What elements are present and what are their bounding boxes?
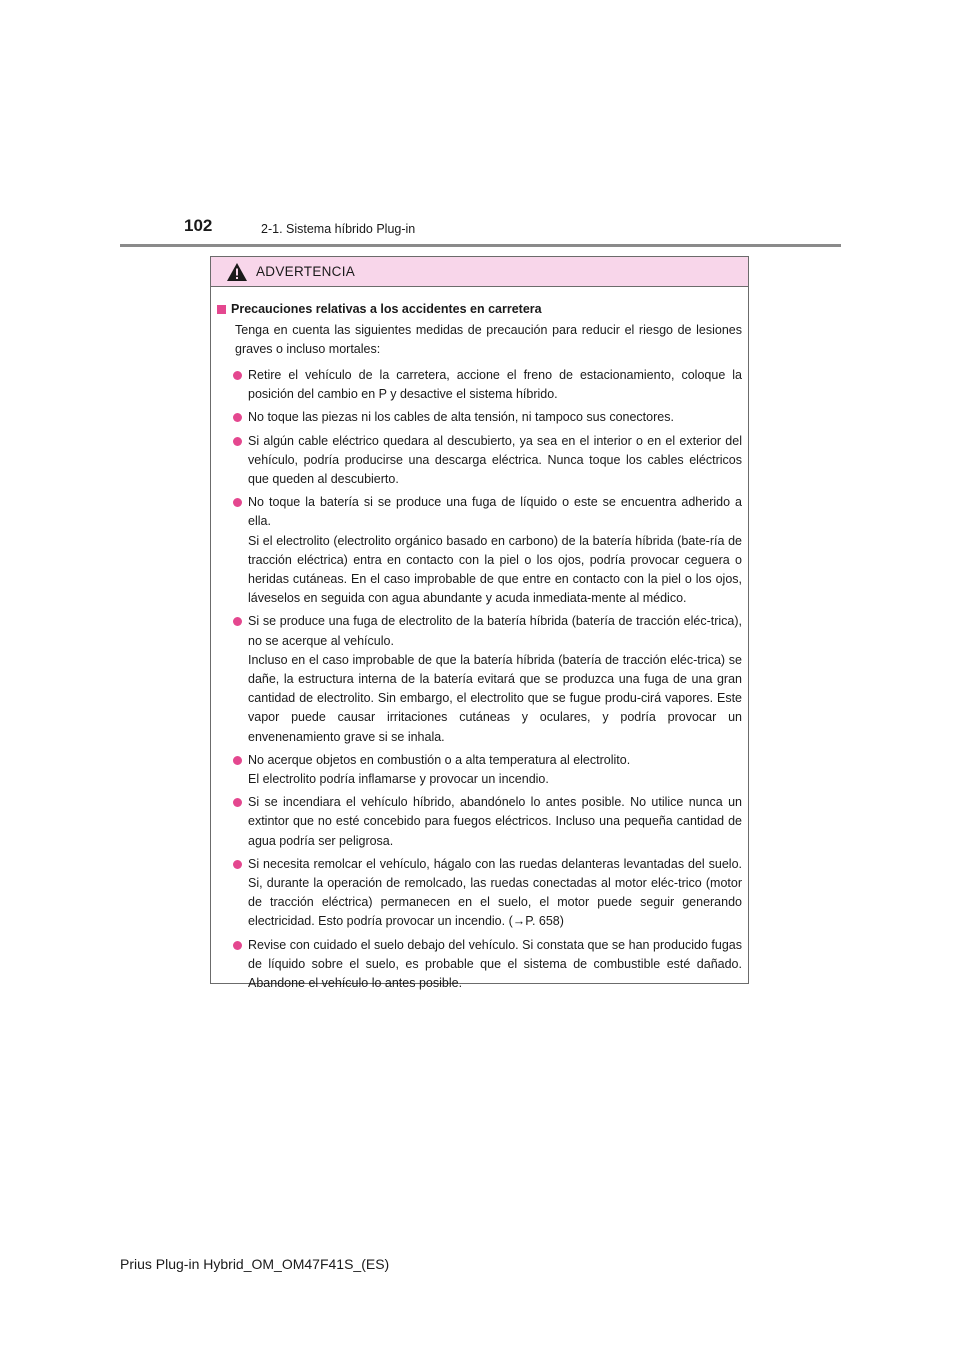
bullet-paragraph: Retire el vehículo de la carretera, accione el freno de estacionamiento, coloque la posición del cambio en P y desactive el sistema híbrido.: [248, 368, 742, 402]
topic-heading: [217, 300, 742, 318]
bullet-dot-icon: [233, 498, 242, 507]
bullet-dot-icon: [233, 413, 242, 422]
bullet-paragraph: Si se incendiara el vehículo híbrido, abandónelo lo antes posible. No utilice nunca un extintor que no esté concebido para fuegos eléctricos. Incluso una pequeña cantidad de agua podría ser peligrosa.: [248, 795, 742, 848]
bullet-dot-icon: [233, 756, 242, 765]
list-item: [217, 408, 742, 427]
square-bullet-icon: [217, 305, 226, 314]
list-item: [217, 936, 742, 994]
bullet-paragraph: No acerque objetos en combustión o a alta temperatura al electrolito.: [248, 752, 631, 767]
bullet-paragraph: Incluso en el caso improbable de que la batería híbrida (batería de tracción eléc-trica) se dañe, la estructura interna de la batería evitará que se produzca una fuga de una gran cantidad de electrolito. Sin embargo, el electrolito que se fugue produ-cirá vapores. Este vapor puede causar irritaciones cutáneas y oculares, y podría provocar un envenenamiento grave si se inhala.: [248, 652, 742, 744]
bullet-dot-icon: [233, 617, 242, 626]
bullet-paragraph: No toque la batería si se produce una fuga de líquido o este se encuentra adherido a ella.: [248, 495, 742, 529]
bullet-paragraph: Si el electrolito (electrolito orgánico basado en carbono) de la batería híbrida (bate-ría de tracción eléctrica) entra en contacto con la piel o los ojos, podría provocar ceguera o heridas cutáneas. En el caso improbable de que entre en contacto con la piel o los ojos, láveselos en seguida con agua abundante y acuda inmediata-mente al médico.: [248, 533, 742, 606]
list-item: [217, 793, 742, 851]
page-number: 102: [184, 216, 213, 235]
warning-header: [211, 257, 748, 287]
bullet-dot-icon: [233, 941, 242, 950]
list-item: [217, 751, 742, 789]
bullet-paragraph: No toque las piezas ni los cables de alta tensión, ni tampoco sus conectores.: [248, 410, 674, 425]
header-divider: [120, 244, 841, 247]
warning-triangle-icon: [226, 262, 248, 282]
list-item: [217, 855, 742, 932]
warning-body: [211, 287, 748, 993]
list-item: [217, 612, 742, 746]
list-item: [217, 493, 742, 608]
bullet-paragraph: El electrolito podría inflamarse y provocar un incendio.: [248, 772, 549, 787]
list-item: [217, 366, 742, 404]
bullet-paragraph: Si algún cable eléctrico quedara al descubierto, ya sea en el interior o en el exterior del vehículo, podría producirse una descarga eléctrica. Nunca toque los cables eléctricos que queden al descubierto.: [248, 433, 742, 487]
bullet-paragraph: Si necesita remolcar el vehículo, hágalo con las ruedas delanteras levantadas del suelo. Si, durante la operación de remolcado, las ruedas conectadas al motor eléc-trico (motor de tracción eléctrica) permanecen en el suelo, el motor puede seguir generando electricidad. Esto podría provocar un incendio. (→P. 658): [248, 856, 742, 929]
warning-label: ADVERTENCIA: [256, 264, 356, 279]
warning-box: [210, 256, 749, 991]
bullet-paragraph: Revise con cuidado el suelo debajo del vehículo. Si constata que se han producido fugas de líquido sobre el suelo, es probable que el sistema de combustible esté dañado. Abandone el vehículo lo antes posible.: [248, 937, 742, 991]
list-item: [217, 432, 742, 490]
intro-text: Tenga en cuenta las siguientes medidas de precaución para reducir el riesgo de lesiones graves o incluso mortales:: [235, 323, 742, 356]
bullet-dot-icon: [233, 437, 242, 446]
bullet-paragraph: Si se produce una fuga de electrolito de la batería híbrida (batería de tracción eléc-trica), no se acerque al vehículo.: [248, 614, 742, 648]
bullet-dot-icon: [233, 860, 242, 869]
topic-title: Precauciones relativas a los accidentes en carretera: [231, 302, 542, 316]
bullet-dot-icon: [233, 798, 242, 807]
footer-text: Prius Plug-in Hybrid_OM_OM47F41S_(ES): [120, 1256, 390, 1272]
bullet-list: [217, 366, 742, 993]
bullet-dot-icon: [233, 371, 242, 380]
section-title: 2-1. Sistema híbrido Plug-in: [261, 222, 416, 236]
